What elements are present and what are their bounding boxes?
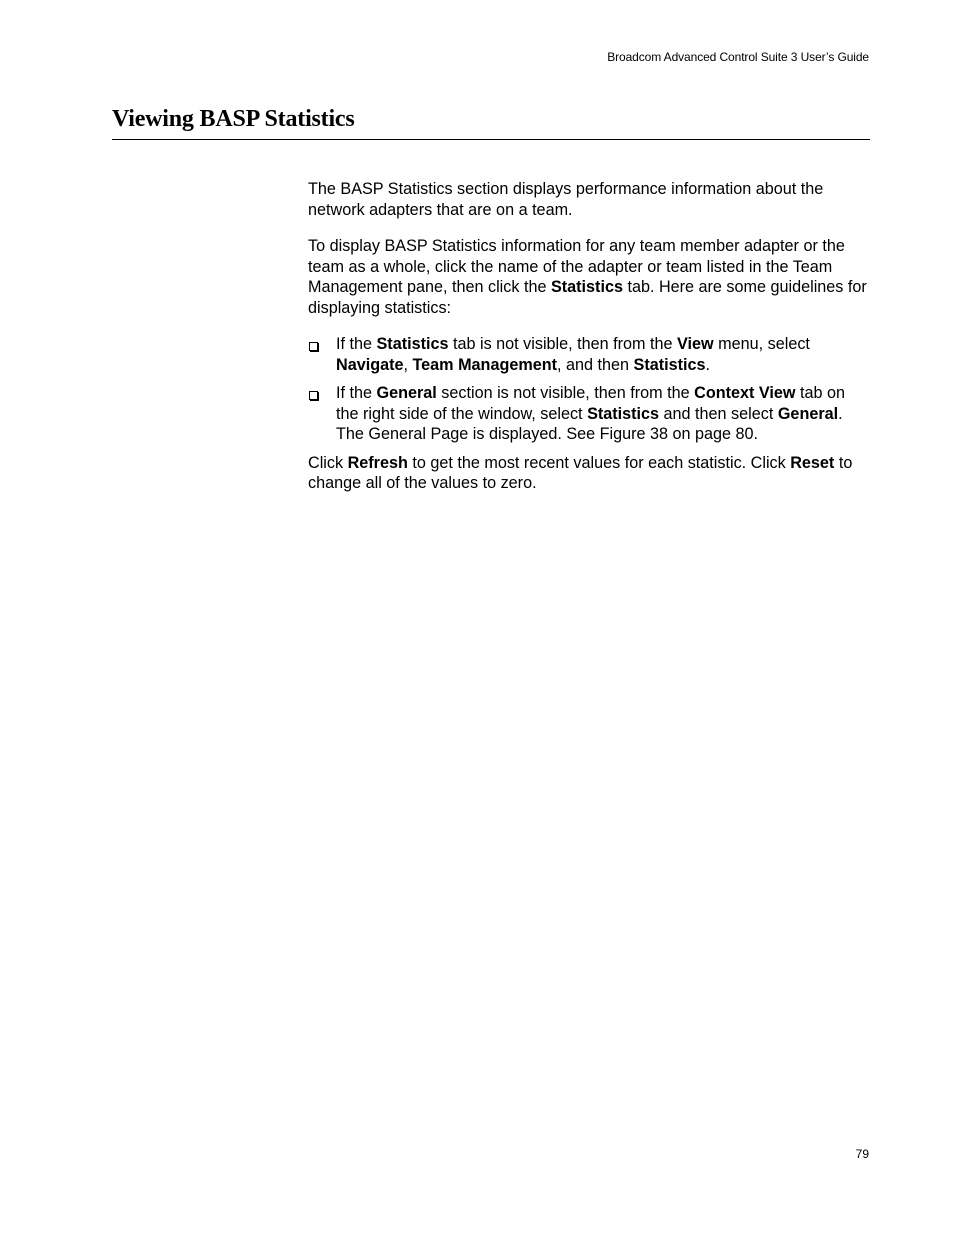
text-run: section is not visible, then from the [436, 384, 695, 402]
bold-term: General [376, 384, 437, 402]
text-run: Click [308, 453, 348, 472]
list-item [308, 334, 870, 375]
page-number: 79 [855, 1147, 869, 1161]
text-run: . The General Page is displayed. See Figure 38 on page 80. [336, 404, 843, 443]
bold-term: View [677, 335, 714, 353]
text-run: If the [336, 335, 377, 353]
bold-term: Context View [694, 384, 796, 402]
text-run: tab. Here are some guidelines for displaying statistics: [308, 278, 867, 317]
refresh-reset-paragraph [308, 453, 870, 494]
section-title: Viewing BASP Statistics [112, 106, 355, 132]
bold-term: General [777, 404, 839, 423]
text-run: To display BASP Statistics information for any team member adapter or the team as a whole, click the name of the adapter or team listed in the Team Management pane, then click the [308, 237, 845, 296]
list-item [308, 383, 870, 445]
bold-term-statistics: Statistics [550, 278, 623, 296]
running-header: Broadcom Advanced Control Suite 3 User’s Guide [607, 50, 869, 64]
bold-term: Statistics [376, 335, 449, 353]
bold-term-refresh: Refresh [347, 453, 408, 472]
guideline-list [308, 334, 870, 445]
text-run: to get the most recent values for each statistic. Click [407, 453, 791, 472]
text-run: . [705, 355, 711, 374]
body-column [308, 179, 870, 510]
bold-term: Navigate [336, 355, 404, 374]
bold-term-reset: Reset [790, 453, 835, 472]
text-run: If the [336, 384, 377, 402]
title-rule [112, 139, 870, 140]
text-run: menu, select [713, 335, 810, 353]
bold-term: Statistics [633, 355, 706, 374]
text-run: and then select [659, 404, 778, 423]
bold-term: Statistics [587, 404, 660, 423]
text-run: , and then [557, 355, 634, 374]
text-run: to change all of the values to zero. [308, 453, 853, 492]
bold-term: Team Management [412, 355, 558, 374]
text-run: tab on the right side of the window, select [336, 384, 845, 423]
text-run: , [403, 355, 413, 374]
checkbox-bullet-icon [309, 391, 318, 400]
checkbox-bullet-icon [309, 342, 318, 351]
intro-paragraph: The BASP Statistics section displays performance information about the network adapters that are on a team. [308, 180, 824, 219]
text-run: tab is not visible, then from the [448, 335, 678, 353]
instructions-paragraph [308, 236, 870, 318]
